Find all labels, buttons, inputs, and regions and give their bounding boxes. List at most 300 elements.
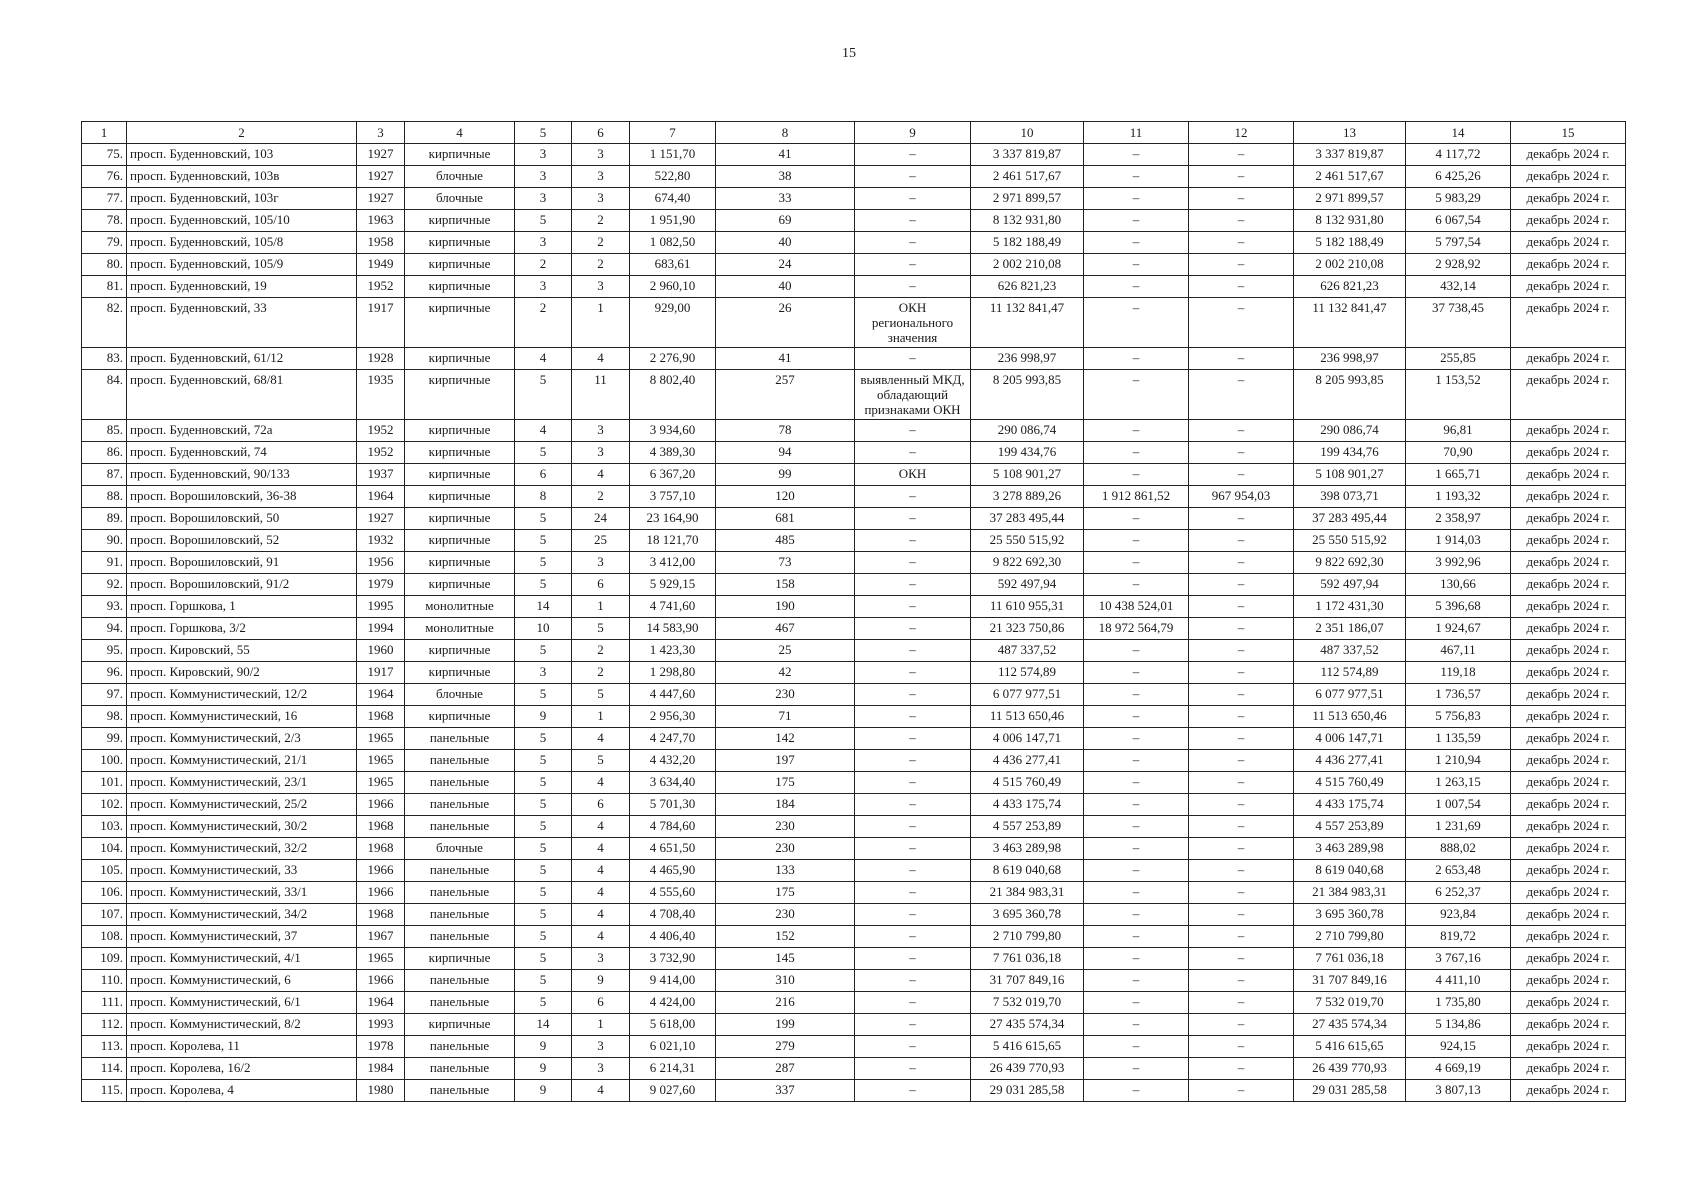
cell-wall-material: панельные: [405, 1058, 515, 1080]
column-header-3: 3: [357, 122, 405, 144]
cell-cost-per-unit: 3 807,13: [1406, 1080, 1511, 1102]
cell-floors: 5: [515, 442, 572, 464]
cell-residents: 257: [716, 370, 855, 420]
cell-cost-col-13: 7 532 019,70: [1294, 992, 1406, 1014]
cell-total-cost: 31 707 849,16: [971, 970, 1084, 992]
table-row: [82, 706, 1626, 728]
cell-area: 522,80: [630, 166, 716, 188]
cell-wall-material: панельные: [405, 728, 515, 750]
table-row: [82, 298, 1626, 348]
cell-cost-per-unit: 1 665,71: [1406, 464, 1511, 486]
cell-residents: 230: [716, 684, 855, 706]
cell-area: 4 389,30: [630, 442, 716, 464]
cell-cost-per-unit: 1 007,54: [1406, 794, 1511, 816]
cell-total-cost: 3 463 289,98: [971, 838, 1084, 860]
cell-cost-col-12: –: [1189, 794, 1294, 816]
cell-cost-col-12: –: [1189, 144, 1294, 166]
cell-address: просп. Коммунистический, 25/2: [127, 794, 357, 816]
cell-heritage-status: –: [855, 706, 971, 728]
cell-wall-material: панельные: [405, 816, 515, 838]
cell-address: просп. Буденновский, 103г: [127, 188, 357, 210]
cell-wall-material: кирпичные: [405, 144, 515, 166]
cell-total-cost: 4 433 175,74: [971, 794, 1084, 816]
cell-address: просп. Буденновский, 33: [127, 298, 357, 348]
cell-heritage-status: –: [855, 882, 971, 904]
cell-floors: 3: [515, 166, 572, 188]
cell-area: 6 367,20: [630, 464, 716, 486]
cell-residents: 175: [716, 882, 855, 904]
table-row: [82, 750, 1626, 772]
column-header-4: 4: [405, 122, 515, 144]
cell-residents: 99: [716, 464, 855, 486]
table-row: [82, 948, 1626, 970]
cell-cost-col-12: –: [1189, 706, 1294, 728]
cell-wall-material: кирпичные: [405, 420, 515, 442]
cell-row-number: 98.: [82, 706, 127, 728]
cell-heritage-status: –: [855, 1058, 971, 1080]
cell-wall-material: кирпичные: [405, 276, 515, 298]
cell-heritage-status: –: [855, 188, 971, 210]
cell-address: просп. Ворошиловский, 91: [127, 552, 357, 574]
cell-year-built: 1965: [357, 772, 405, 794]
cell-cost-per-unit: 888,02: [1406, 838, 1511, 860]
cell-residents: 42: [716, 662, 855, 684]
cell-wall-material: кирпичные: [405, 530, 515, 552]
cell-row-number: 114.: [82, 1058, 127, 1080]
cell-cost-per-unit: 6 425,26: [1406, 166, 1511, 188]
cell-heritage-status: –: [855, 838, 971, 860]
cell-cost-col-11: –: [1084, 348, 1189, 370]
column-header-1: 1: [82, 122, 127, 144]
cell-entrances: 4: [572, 860, 630, 882]
cell-cost-col-13: 11 513 650,46: [1294, 706, 1406, 728]
cell-floors: 5: [515, 574, 572, 596]
cell-heritage-status: –: [855, 348, 971, 370]
column-header-10: 10: [971, 122, 1084, 144]
cell-floors: 3: [515, 144, 572, 166]
cell-address: просп. Буденновский, 90/133: [127, 464, 357, 486]
cell-cost-col-12: –: [1189, 348, 1294, 370]
column-header-8: 8: [716, 122, 855, 144]
cell-cost-per-unit: 6 252,37: [1406, 882, 1511, 904]
cell-heritage-status: выявленный МКД, обладающий признаками ОКН: [855, 370, 971, 420]
cell-heritage-status: –: [855, 166, 971, 188]
cell-entrances: 3: [572, 1058, 630, 1080]
table-row: [82, 166, 1626, 188]
cell-completion-date: декабрь 2024 г.: [1511, 166, 1626, 188]
cell-residents: 287: [716, 1058, 855, 1080]
table-row: [82, 1036, 1626, 1058]
cell-cost-per-unit: 37 738,45: [1406, 298, 1511, 348]
cell-row-number: 93.: [82, 596, 127, 618]
cell-year-built: 1964: [357, 684, 405, 706]
cell-residents: 230: [716, 816, 855, 838]
table-row: [82, 728, 1626, 750]
cell-residents: 25: [716, 640, 855, 662]
cell-cost-col-11: –: [1084, 992, 1189, 1014]
cell-entrances: 2: [572, 662, 630, 684]
column-header-2: 2: [127, 122, 357, 144]
cell-row-number: 91.: [82, 552, 127, 574]
cell-completion-date: декабрь 2024 г.: [1511, 772, 1626, 794]
cell-cost-col-13: 3 463 289,98: [1294, 838, 1406, 860]
cell-cost-col-12: –: [1189, 948, 1294, 970]
cell-heritage-status: –: [855, 552, 971, 574]
cell-cost-col-11: –: [1084, 144, 1189, 166]
cell-year-built: 1960: [357, 640, 405, 662]
cell-completion-date: декабрь 2024 г.: [1511, 254, 1626, 276]
cell-total-cost: 2 461 517,67: [971, 166, 1084, 188]
cell-wall-material: кирпичные: [405, 1014, 515, 1036]
cell-row-number: 82.: [82, 298, 127, 348]
column-header-7: 7: [630, 122, 716, 144]
cell-floors: 5: [515, 640, 572, 662]
cell-address: просп. Коммунистический, 33/1: [127, 882, 357, 904]
cell-cost-col-13: 8 619 040,68: [1294, 860, 1406, 882]
cell-residents: 120: [716, 486, 855, 508]
cell-completion-date: декабрь 2024 г.: [1511, 750, 1626, 772]
cell-cost-per-unit: 70,90: [1406, 442, 1511, 464]
cell-wall-material: блочные: [405, 188, 515, 210]
cell-entrances: 2: [572, 210, 630, 232]
cell-year-built: 1917: [357, 298, 405, 348]
cell-cost-col-12: 967 954,03: [1189, 486, 1294, 508]
cell-floors: 5: [515, 926, 572, 948]
cell-cost-col-13: 112 574,89: [1294, 662, 1406, 684]
cell-completion-date: декабрь 2024 г.: [1511, 144, 1626, 166]
cell-wall-material: панельные: [405, 992, 515, 1014]
cell-total-cost: 290 086,74: [971, 420, 1084, 442]
cell-row-number: 87.: [82, 464, 127, 486]
table-row: [82, 926, 1626, 948]
cell-completion-date: декабрь 2024 г.: [1511, 816, 1626, 838]
cell-year-built: 1984: [357, 1058, 405, 1080]
cell-completion-date: декабрь 2024 г.: [1511, 1036, 1626, 1058]
cell-floors: 5: [515, 750, 572, 772]
cell-wall-material: блочные: [405, 166, 515, 188]
cell-address: просп. Коммунистический, 23/1: [127, 772, 357, 794]
cell-floors: 5: [515, 684, 572, 706]
cell-entrances: 3: [572, 166, 630, 188]
cell-cost-col-13: 7 761 036,18: [1294, 948, 1406, 970]
cell-wall-material: монолитные: [405, 596, 515, 618]
cell-row-number: 78.: [82, 210, 127, 232]
cell-entrances: 4: [572, 348, 630, 370]
cell-address: просп. Ворошиловский, 36-38: [127, 486, 357, 508]
housing-table: [81, 121, 1626, 1102]
cell-total-cost: 21 384 983,31: [971, 882, 1084, 904]
table-row: [82, 530, 1626, 552]
cell-area: 4 447,60: [630, 684, 716, 706]
cell-row-number: 81.: [82, 276, 127, 298]
cell-entrances: 3: [572, 948, 630, 970]
cell-address: просп. Горшкова, 1: [127, 596, 357, 618]
cell-area: 1 423,30: [630, 640, 716, 662]
cell-floors: 5: [515, 728, 572, 750]
cell-area: 2 960,10: [630, 276, 716, 298]
cell-row-number: 79.: [82, 232, 127, 254]
cell-entrances: 5: [572, 618, 630, 640]
cell-cost-col-11: –: [1084, 816, 1189, 838]
cell-year-built: 1965: [357, 948, 405, 970]
cell-heritage-status: –: [855, 596, 971, 618]
cell-cost-col-13: 2 710 799,80: [1294, 926, 1406, 948]
cell-year-built: 1965: [357, 750, 405, 772]
cell-residents: 467: [716, 618, 855, 640]
cell-cost-per-unit: 1 210,94: [1406, 750, 1511, 772]
cell-wall-material: кирпичные: [405, 552, 515, 574]
cell-row-number: 111.: [82, 992, 127, 1014]
cell-area: 4 247,70: [630, 728, 716, 750]
cell-area: 3 757,10: [630, 486, 716, 508]
cell-area: 3 412,00: [630, 552, 716, 574]
cell-year-built: 1966: [357, 970, 405, 992]
cell-completion-date: декабрь 2024 г.: [1511, 904, 1626, 926]
cell-heritage-status: –: [855, 574, 971, 596]
cell-cost-per-unit: 5 396,68: [1406, 596, 1511, 618]
cell-floors: 5: [515, 210, 572, 232]
table-row: [82, 794, 1626, 816]
cell-residents: 94: [716, 442, 855, 464]
cell-cost-col-13: 2 461 517,67: [1294, 166, 1406, 188]
cell-heritage-status: –: [855, 992, 971, 1014]
cell-entrances: 4: [572, 772, 630, 794]
cell-year-built: 1949: [357, 254, 405, 276]
cell-area: 1 082,50: [630, 232, 716, 254]
cell-row-number: 76.: [82, 166, 127, 188]
cell-row-number: 96.: [82, 662, 127, 684]
cell-row-number: 77.: [82, 188, 127, 210]
cell-row-number: 102.: [82, 794, 127, 816]
cell-row-number: 108.: [82, 926, 127, 948]
cell-cost-col-13: 487 337,52: [1294, 640, 1406, 662]
cell-cost-per-unit: 1 735,80: [1406, 992, 1511, 1014]
cell-total-cost: 4 557 253,89: [971, 816, 1084, 838]
cell-residents: 24: [716, 254, 855, 276]
cell-address: просп. Буденновский, 19: [127, 276, 357, 298]
cell-cost-per-unit: 6 067,54: [1406, 210, 1511, 232]
column-header-13: 13: [1294, 122, 1406, 144]
cell-row-number: 107.: [82, 904, 127, 926]
cell-cost-col-12: –: [1189, 618, 1294, 640]
cell-cost-col-12: –: [1189, 860, 1294, 882]
cell-cost-col-13: 2 971 899,57: [1294, 188, 1406, 210]
cell-entrances: 4: [572, 464, 630, 486]
cell-cost-per-unit: 2 928,92: [1406, 254, 1511, 276]
table-row: [82, 596, 1626, 618]
cell-address: просп. Буденновский, 103в: [127, 166, 357, 188]
cell-cost-col-13: 11 132 841,47: [1294, 298, 1406, 348]
cell-floors: 9: [515, 706, 572, 728]
cell-address: просп. Королева, 11: [127, 1036, 357, 1058]
cell-cost-col-11: –: [1084, 1036, 1189, 1058]
cell-total-cost: 8 619 040,68: [971, 860, 1084, 882]
cell-address: просп. Буденновский, 74: [127, 442, 357, 464]
cell-year-built: 1952: [357, 442, 405, 464]
cell-total-cost: 11 132 841,47: [971, 298, 1084, 348]
cell-cost-col-13: 4 436 277,41: [1294, 750, 1406, 772]
cell-cost-col-12: –: [1189, 662, 1294, 684]
cell-cost-per-unit: 1 263,15: [1406, 772, 1511, 794]
cell-cost-col-13: 3 695 360,78: [1294, 904, 1406, 926]
cell-completion-date: декабрь 2024 г.: [1511, 794, 1626, 816]
cell-row-number: 104.: [82, 838, 127, 860]
cell-heritage-status: –: [855, 144, 971, 166]
cell-heritage-status: –: [855, 816, 971, 838]
cell-residents: 310: [716, 970, 855, 992]
cell-heritage-status: –: [855, 662, 971, 684]
cell-cost-col-12: –: [1189, 188, 1294, 210]
cell-cost-col-11: –: [1084, 970, 1189, 992]
cell-completion-date: декабрь 2024 г.: [1511, 684, 1626, 706]
cell-floors: 5: [515, 860, 572, 882]
cell-completion-date: декабрь 2024 г.: [1511, 276, 1626, 298]
cell-address: просп. Коммунистический, 6: [127, 970, 357, 992]
cell-area: 4 651,50: [630, 838, 716, 860]
cell-cost-col-11: –: [1084, 210, 1189, 232]
cell-entrances: 5: [572, 684, 630, 706]
cell-heritage-status: –: [855, 640, 971, 662]
cell-cost-col-12: –: [1189, 210, 1294, 232]
cell-total-cost: 11 513 650,46: [971, 706, 1084, 728]
cell-cost-col-13: 199 434,76: [1294, 442, 1406, 464]
cell-heritage-status: ОКН: [855, 464, 971, 486]
cell-cost-col-11: –: [1084, 1080, 1189, 1102]
cell-wall-material: кирпичные: [405, 442, 515, 464]
cell-address: просп. Ворошиловский, 52: [127, 530, 357, 552]
cell-completion-date: декабрь 2024 г.: [1511, 1058, 1626, 1080]
cell-cost-col-13: 4 433 175,74: [1294, 794, 1406, 816]
cell-cost-col-12: –: [1189, 838, 1294, 860]
cell-heritage-status: –: [855, 508, 971, 530]
cell-floors: 2: [515, 298, 572, 348]
cell-year-built: 1927: [357, 144, 405, 166]
cell-cost-col-11: –: [1084, 530, 1189, 552]
cell-cost-col-13: 37 283 495,44: [1294, 508, 1406, 530]
table-row: [82, 370, 1626, 420]
cell-cost-per-unit: 5 134,86: [1406, 1014, 1511, 1036]
cell-wall-material: блочные: [405, 838, 515, 860]
cell-address: просп. Коммунистический, 37: [127, 926, 357, 948]
cell-entrances: 4: [572, 816, 630, 838]
cell-cost-col-12: –: [1189, 530, 1294, 552]
cell-cost-col-11: –: [1084, 298, 1189, 348]
cell-cost-col-11: –: [1084, 684, 1189, 706]
cell-residents: 152: [716, 926, 855, 948]
cell-completion-date: декабрь 2024 г.: [1511, 926, 1626, 948]
cell-year-built: 1979: [357, 574, 405, 596]
cell-residents: 142: [716, 728, 855, 750]
cell-wall-material: кирпичные: [405, 574, 515, 596]
cell-total-cost: 11 610 955,31: [971, 596, 1084, 618]
cell-row-number: 113.: [82, 1036, 127, 1058]
cell-cost-col-11: –: [1084, 508, 1189, 530]
cell-heritage-status: –: [855, 1014, 971, 1036]
cell-area: 3 732,90: [630, 948, 716, 970]
cell-row-number: 94.: [82, 618, 127, 640]
cell-cost-per-unit: 1 135,59: [1406, 728, 1511, 750]
cell-row-number: 95.: [82, 640, 127, 662]
cell-cost-col-12: –: [1189, 684, 1294, 706]
cell-cost-col-13: 2 002 210,08: [1294, 254, 1406, 276]
cell-cost-col-13: 592 497,94: [1294, 574, 1406, 596]
cell-area: 18 121,70: [630, 530, 716, 552]
cell-row-number: 103.: [82, 816, 127, 838]
cell-row-number: 105.: [82, 860, 127, 882]
table-row: [82, 860, 1626, 882]
cell-cost-col-12: –: [1189, 1036, 1294, 1058]
table-row: [82, 188, 1626, 210]
cell-row-number: 83.: [82, 348, 127, 370]
table-row: [82, 618, 1626, 640]
cell-address: просп. Буденновский, 105/9: [127, 254, 357, 276]
cell-residents: 73: [716, 552, 855, 574]
cell-cost-col-11: 18 972 564,79: [1084, 618, 1189, 640]
cell-cost-col-11: –: [1084, 370, 1189, 420]
cell-cost-per-unit: 3 992,96: [1406, 552, 1511, 574]
cell-heritage-status: –: [855, 210, 971, 232]
cell-year-built: 1932: [357, 530, 405, 552]
cell-cost-col-13: 5 108 901,27: [1294, 464, 1406, 486]
cell-row-number: 100.: [82, 750, 127, 772]
cell-total-cost: 37 283 495,44: [971, 508, 1084, 530]
cell-floors: 5: [515, 370, 572, 420]
cell-floors: 5: [515, 530, 572, 552]
cell-cost-col-13: 4 515 760,49: [1294, 772, 1406, 794]
table-row: [82, 574, 1626, 596]
cell-cost-per-unit: 130,66: [1406, 574, 1511, 596]
cell-floors: 5: [515, 970, 572, 992]
cell-area: 1 298,80: [630, 662, 716, 684]
cell-total-cost: 2 002 210,08: [971, 254, 1084, 276]
cell-area: 5 618,00: [630, 1014, 716, 1036]
table-row: [82, 232, 1626, 254]
cell-area: 4 432,20: [630, 750, 716, 772]
cell-cost-col-11: –: [1084, 706, 1189, 728]
cell-area: 9 414,00: [630, 970, 716, 992]
cell-residents: 71: [716, 706, 855, 728]
cell-cost-col-12: –: [1189, 254, 1294, 276]
cell-year-built: 1935: [357, 370, 405, 420]
cell-heritage-status: ОКН регионального значения: [855, 298, 971, 348]
cell-row-number: 90.: [82, 530, 127, 552]
cell-area: 929,00: [630, 298, 716, 348]
cell-year-built: 1958: [357, 232, 405, 254]
table-row: [82, 420, 1626, 442]
cell-year-built: 1968: [357, 904, 405, 926]
cell-wall-material: кирпичные: [405, 706, 515, 728]
cell-year-built: 1927: [357, 188, 405, 210]
cell-total-cost: 626 821,23: [971, 276, 1084, 298]
cell-total-cost: 7 532 019,70: [971, 992, 1084, 1014]
cell-heritage-status: –: [855, 1036, 971, 1058]
cell-cost-per-unit: 819,72: [1406, 926, 1511, 948]
cell-completion-date: декабрь 2024 г.: [1511, 662, 1626, 684]
cell-floors: 5: [515, 552, 572, 574]
cell-total-cost: 236 998,97: [971, 348, 1084, 370]
table-row: [82, 464, 1626, 486]
cell-cost-col-11: –: [1084, 728, 1189, 750]
cell-residents: 33: [716, 188, 855, 210]
cell-cost-col-12: –: [1189, 992, 1294, 1014]
cell-cost-per-unit: 4 669,19: [1406, 1058, 1511, 1080]
cell-heritage-status: –: [855, 970, 971, 992]
cell-cost-per-unit: 255,85: [1406, 348, 1511, 370]
cell-area: 23 164,90: [630, 508, 716, 530]
cell-year-built: 1965: [357, 728, 405, 750]
cell-address: просп. Коммунистический, 16: [127, 706, 357, 728]
cell-cost-col-12: –: [1189, 232, 1294, 254]
